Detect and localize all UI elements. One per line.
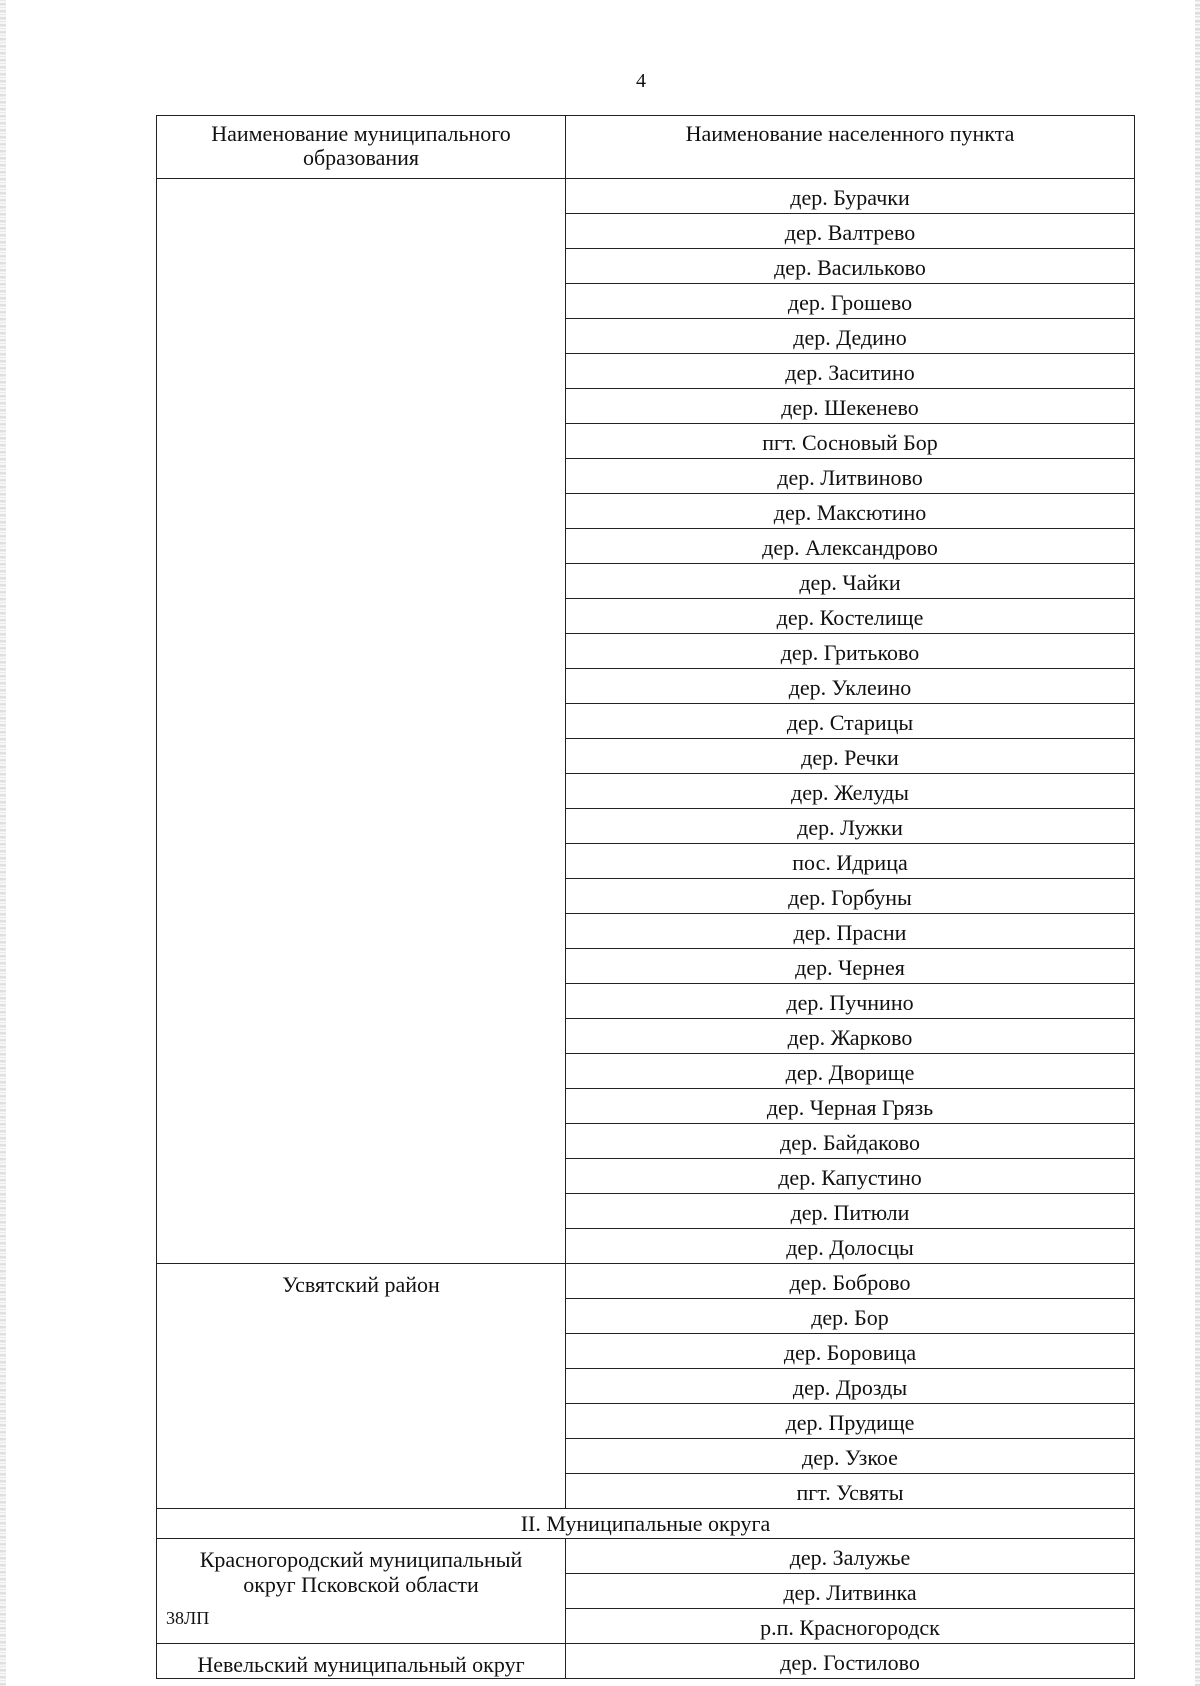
municipality-cell [157,1539,566,1644]
header-municipality-label: Наименование муниципального образования [211,121,511,170]
settlement-cell: дер. Боровица [566,1334,1135,1369]
settlement-cell: дер. Желуды [566,774,1135,809]
settlement-cell: дер. Дворище [566,1054,1135,1089]
table-row [157,1264,1135,1299]
settlement-cell: дер. Пучнино [566,984,1135,1019]
settlements-table [156,115,1135,1679]
settlement-cell: дер. Костелище [566,599,1135,634]
header-settlement [566,116,1135,179]
settlement-cell: дер. Горбуны [566,879,1135,914]
settlement-cell: дер. Прудище [566,1404,1135,1439]
settlement-cell: дер. Максютино [566,494,1135,529]
settlement-cell: дер. Дрозды [566,1369,1135,1404]
header-municipality [157,116,566,179]
settlement-cell: дер. Васильково [566,249,1135,284]
settlement-cell: дер. Гритьково [566,634,1135,669]
settlement-cell: дер. Прасни [566,914,1135,949]
scan-edge-right [1195,0,1200,1686]
municipality-cell [157,1644,566,1679]
settlement-cell: дер. Заситино [566,354,1135,389]
settlement-cell: дер. Бурачки [566,179,1135,214]
table-row [157,179,1135,214]
municipality-name: Невельский муниципальный округ [197,1652,525,1677]
table-row [157,1539,1135,1574]
settlement-cell: дер. Жарково [566,1019,1135,1054]
settlement-cell: дер. Валтрево [566,214,1135,249]
settlement-cell: дер. Уклеино [566,669,1135,704]
settlement-cell: дер. Литвинка [566,1574,1135,1609]
settlement-cell: дер. Шекенево [566,389,1135,424]
settlement-cell: дер. Боброво [566,1264,1135,1299]
table-row [157,1644,1135,1679]
table-header-row [157,116,1135,179]
header-settlement-label: Наименование населенного пункта [685,121,1015,146]
municipality-cell [157,179,566,1264]
settlement-cell: дер. Старицы [566,704,1135,739]
settlement-cell: пгт. Сосновый Бор [566,424,1135,459]
settlement-cell: дер. Черная Грязь [566,1089,1135,1124]
table-body [157,179,1135,1679]
settlement-cell: дер. Гостилово [566,1644,1135,1679]
settlement-cell: дер. Питюли [566,1194,1135,1229]
settlement-cell: дер. Залужье [566,1539,1135,1574]
settlement-cell: дер. Александрово [566,529,1135,564]
settlement-cell: дер. Чайки [566,564,1135,599]
settlement-cell: дер. Чернея [566,949,1135,984]
settlement-cell: дер. Дедино [566,319,1135,354]
settlement-cell: р.п. Красногородск [566,1609,1135,1644]
settlement-cell: дер. Бор [566,1299,1135,1334]
page-number: 4 [636,70,646,92]
footer-code: 38ЛП [166,1608,210,1628]
settlement-cell: дер. Байдаково [566,1124,1135,1159]
municipality-cell [157,1264,566,1509]
settlement-cell: дер. Узкое [566,1439,1135,1474]
settlement-cell: пос. Идрица [566,844,1135,879]
settlement-cell: пгт. Усвяты [566,1474,1135,1509]
scan-edge-left [0,0,6,1686]
municipality-name: Красногородский муниципальный округ Псковской области [199,1547,523,1597]
settlement-cell: дер. Лужки [566,809,1135,844]
settlement-cell: дер. Долосцы [566,1229,1135,1264]
settlement-cell: дер. Грошево [566,284,1135,319]
section-title: II. Муниципальные округа [157,1509,1135,1539]
municipality-name: Усвятский район [282,1272,440,1297]
settlement-cell: дер. Литвиново [566,459,1135,494]
settlement-cell: дер. Речки [566,739,1135,774]
section-row [157,1509,1135,1539]
settlement-cell: дер. Капустино [566,1159,1135,1194]
